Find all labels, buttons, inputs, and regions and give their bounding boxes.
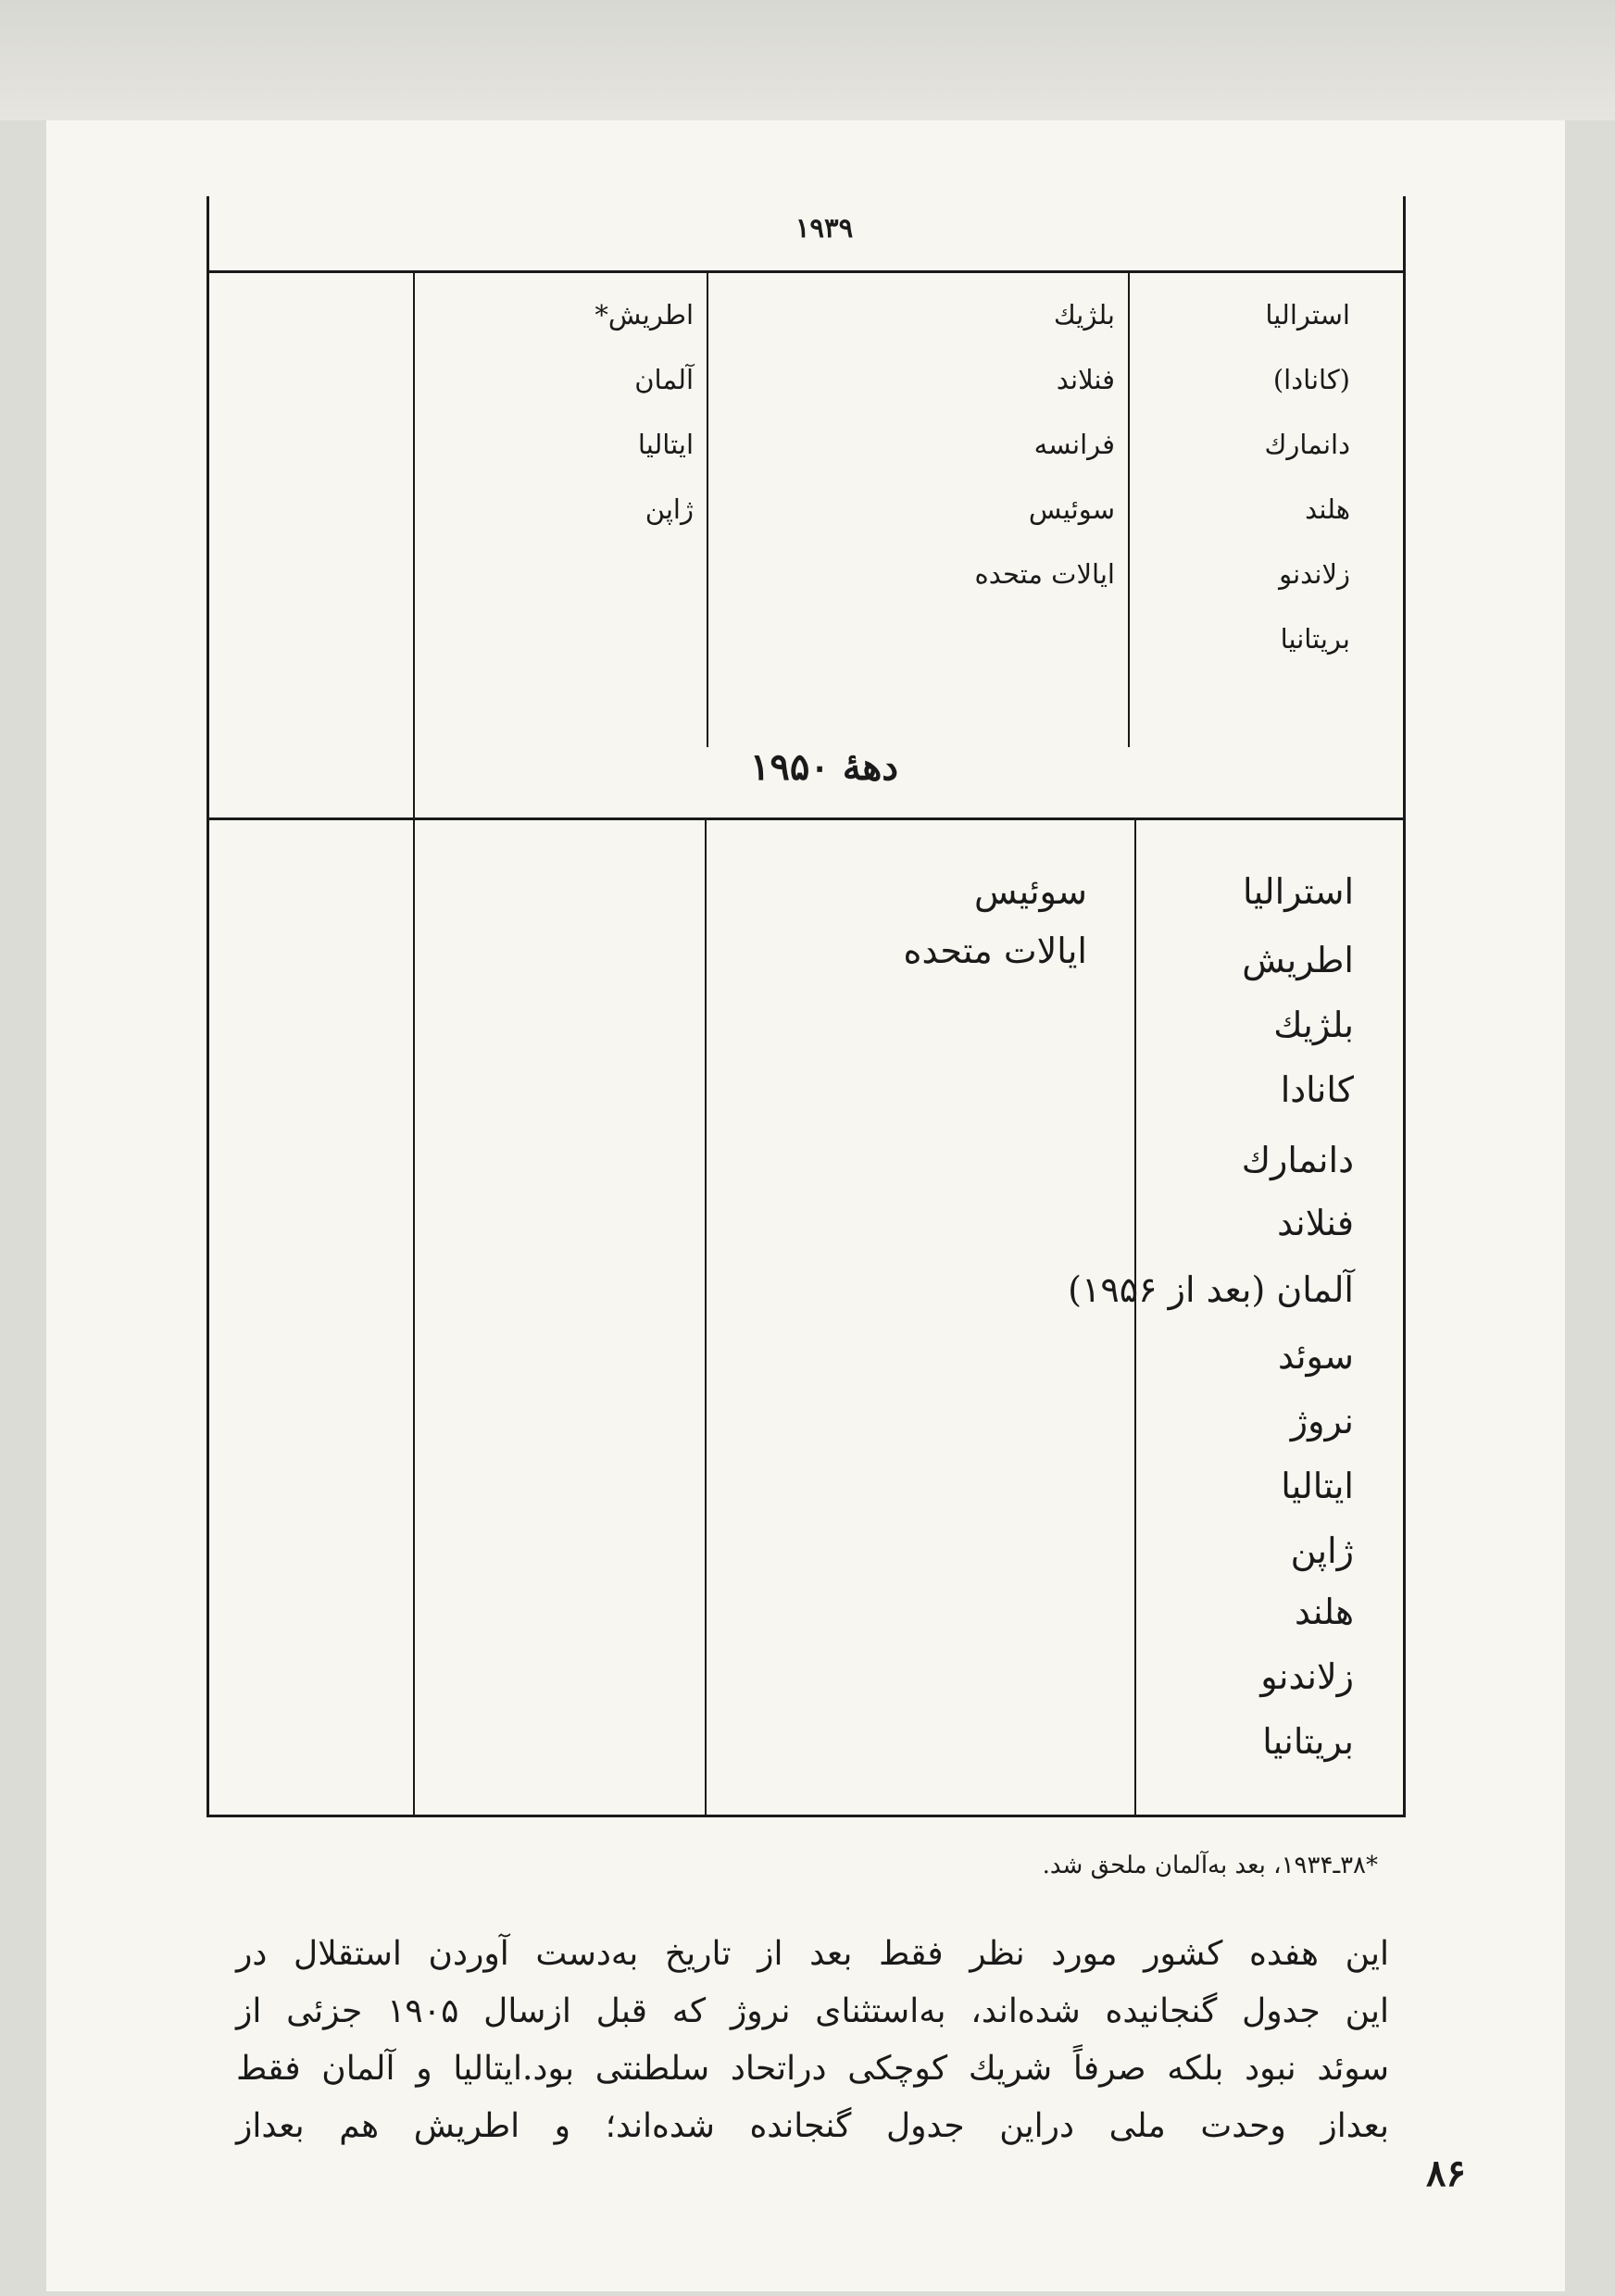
list-item: (کانادا) [1272,364,1350,395]
table-right-border [1403,196,1406,1816]
list-item: فرانسه [1033,429,1115,460]
list-item: استرالیا [1242,871,1354,912]
list-item: ایالات متحده [974,558,1115,590]
list-item: سوئیس [974,871,1087,912]
paragraph-line: بعداز وحدت ملی دراین جدول گنجانده شده‌اند؛ و اطریش هم بعداز [236,2107,1389,2145]
col-divider-1939-a [1128,273,1130,747]
list-item: سوئیس [1028,493,1115,525]
body-paragraph [236,1926,1389,2155]
paragraph-line: سوئد نبود بلکه صرفاً شریك کوچکی دراتحاد سلطنتی بود.ایتالیا و آلمان فقط [236,2050,1389,2088]
col-divider-1939-c [413,273,415,817]
list-item: نروژ [1290,1401,1354,1441]
list-item: بلژیك [1273,1004,1354,1045]
list-item: اطریش [1242,940,1354,980]
list-item: سوئد [1278,1336,1354,1377]
list-item: دانمارك [1241,1140,1354,1180]
header-1950: دهۀ ۱۹۵۰ [749,745,899,789]
list-item: بریتانیا [1262,1721,1354,1762]
list-item: بلژیك [1053,299,1115,331]
list-item: ژاپن [1290,1530,1354,1571]
col-divider-1950-b [705,820,707,1815]
list-item: کانادا [1280,1069,1354,1110]
header-1939: ۱۹۳۹ [795,212,854,243]
page-number: ۸۶ [1426,2152,1466,2195]
list-item: فنلاند [1056,364,1115,395]
col-divider-1939-b [707,273,708,747]
col-divider-1950-a [1134,820,1136,1815]
table-section-rule-1950 [207,817,1406,820]
list-item: هلند [1294,1591,1354,1632]
list-item: اطریش* [595,299,694,331]
list-item: استرالیا [1265,299,1350,331]
list-item: فنلاند [1277,1203,1354,1243]
list-item: ایتالیا [637,429,694,460]
list-item: بریتانیا [1280,623,1350,655]
list-item: ایتالیا [1281,1466,1354,1506]
list-item: دانمارك [1264,429,1350,460]
scan-top-margin [0,0,1615,120]
col-divider-1950-c [413,820,415,1815]
table-left-border [207,196,209,1816]
paragraph-line: این هفده کشور مورد نظر فقط بعد از تاریخ به‌دست آوردن استقلال در [236,1935,1389,1973]
table-bottom-border [207,1815,1406,1817]
list-item: آلمان [634,364,694,395]
table-header-rule-1939 [207,270,1406,273]
footnote: *۳۸ـ۱۹۳۴، بعد به‌آلمان ملحق شد. [1042,1852,1378,1879]
list-item: ایالات متحده [903,930,1087,971]
paragraph-line: این جدول گنجانیده شده‌اند، به‌استثنای نروژ که قبل ازسال ۱۹۰۵ جزئی از [236,1992,1389,2030]
list-item: آلمان (بعد از ۱۹۵۶) [1068,1269,1354,1310]
list-item: زلاندنو [1279,558,1350,590]
list-item: زلاندنو [1260,1656,1354,1697]
list-item: ژاپن [645,493,694,525]
list-item: هلند [1305,493,1350,525]
